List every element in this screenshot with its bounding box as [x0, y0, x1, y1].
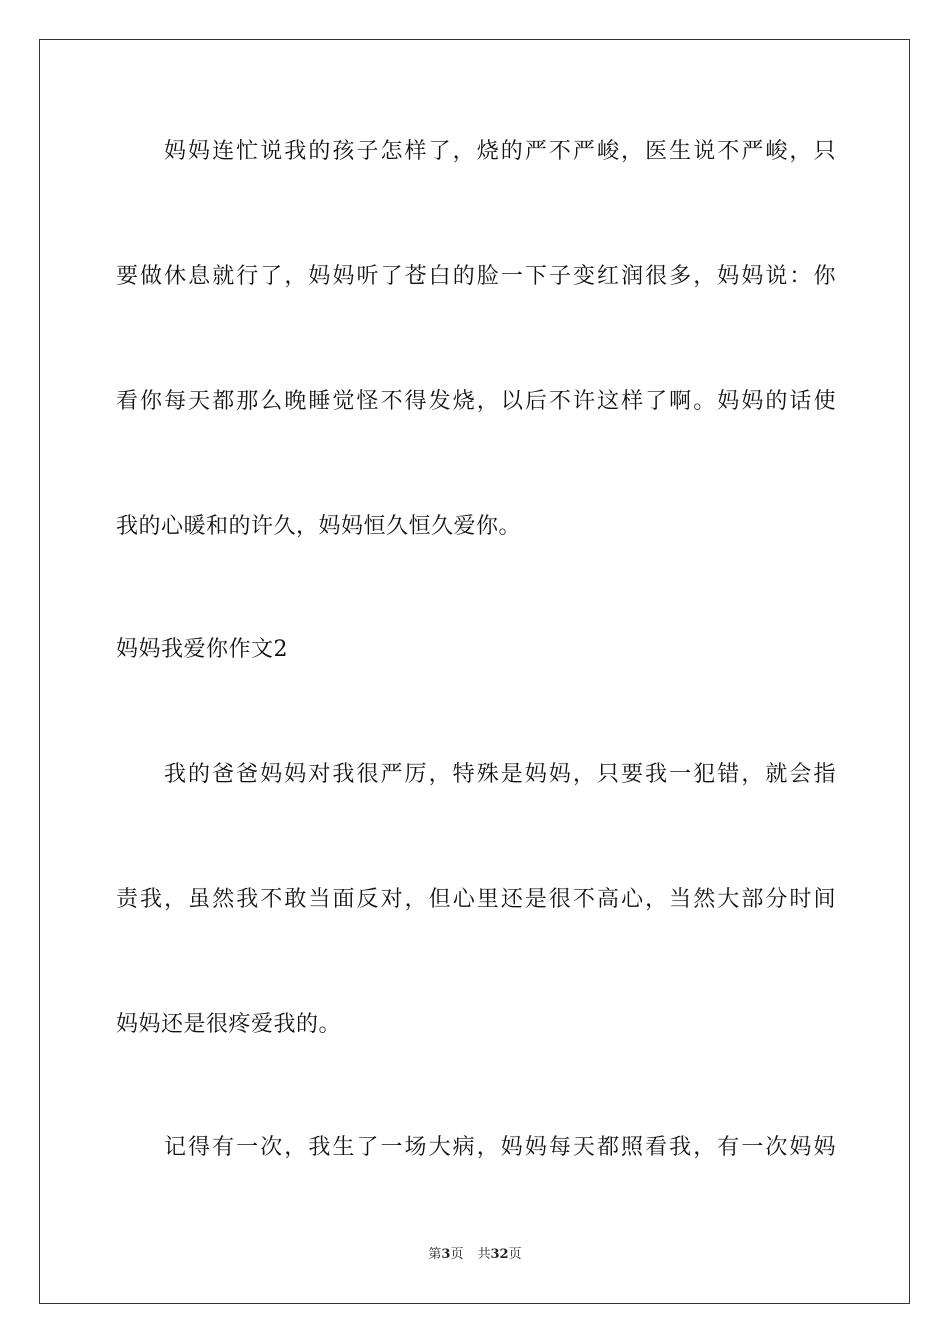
page-frame: [39, 39, 910, 1304]
paragraph-line: 妈妈还是很疼爱我的。: [116, 1012, 342, 1037]
paragraph-line: 我的心暖和的许久，妈妈恒久恒久爱你。: [116, 514, 522, 539]
total-pages: 32: [490, 1247, 509, 1262]
paragraph-line: 看你每天都那么晚睡觉怪不得发烧，以后不许这样了啊。妈妈的话使: [116, 389, 836, 414]
page-suffix: 页: [450, 1247, 464, 1262]
page-number: 3: [441, 1247, 451, 1262]
page-prefix: 第: [428, 1247, 442, 1262]
paragraph-line: 要做休息就行了，妈妈听了苍白的脸一下子变红润很多，妈妈说：你: [116, 264, 836, 289]
paragraph-line: 记得有一次，我生了一场大病，妈妈每天都照看我，有一次妈妈: [164, 1135, 836, 1160]
total-prefix: 共: [477, 1247, 491, 1262]
paragraph-line: 我的爸爸妈妈对我很严厉，特殊是妈妈，只要我一犯错，就会指: [164, 762, 836, 787]
paragraph-line: 妈妈连忙说我的孩子怎样了，烧的严不严峻，医生说不严峻，只: [164, 139, 836, 164]
page-footer: [0, 1246, 950, 1264]
total-suffix: 页: [508, 1247, 522, 1262]
section-heading: 妈妈我爱你作文2: [116, 637, 288, 662]
paragraph-line: 责我，虽然我不敢当面反对，但心里还是很不高心，当然大部分时间: [116, 887, 836, 912]
